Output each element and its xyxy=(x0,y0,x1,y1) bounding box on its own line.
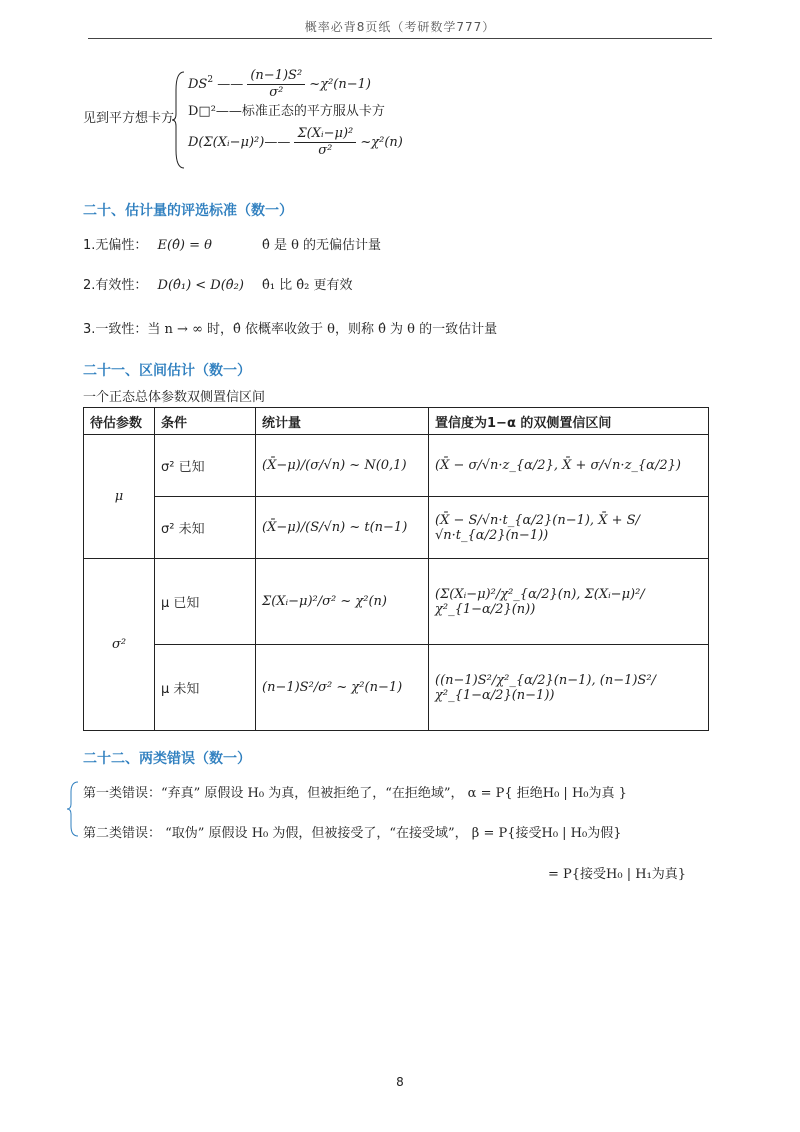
intro-label: 见到平方想卡方 xyxy=(83,111,175,126)
page-number: 8 xyxy=(396,1075,404,1089)
unbiased-desc: θ̂ 是 θ 的无偏估计量 xyxy=(262,238,382,253)
left-brace-icon xyxy=(66,780,80,838)
intro-line1-sep: —— xyxy=(217,77,244,92)
table-cell-interval: (Σ(Xᵢ−μ)²/χ²_{α/2}(n), Σ(Xᵢ−μ)²/χ²_{1−α/2}(n)) xyxy=(429,559,709,645)
table-row xyxy=(84,559,709,645)
table-row xyxy=(84,435,709,497)
type2-error-equivalent: = P{接受H₀ | H₁为真} xyxy=(548,867,687,882)
consistency-line xyxy=(83,318,497,337)
type1-error-line: 第一类错误：“弃真” 原假设 H₀ 为真，但被拒绝了，“在拒绝域”， α = P{ 拒绝H₀ | H₀为真 } xyxy=(83,786,627,801)
efficiency-line xyxy=(83,274,244,293)
intro-line1-den: σ² xyxy=(269,85,284,100)
table-cell-interval: ((n−1)S²/χ²_{α/2}(n−1), (n−1)S²/χ²_{1−α/2}(n−1)) xyxy=(429,645,709,731)
table-header-condition: 条件 xyxy=(155,408,256,435)
intro-line1-lhs: DS xyxy=(188,77,208,92)
table-header-param: 待估参数 xyxy=(84,408,155,435)
table-cell-condition: σ² 未知 xyxy=(155,497,256,559)
table-cell-condition: σ² 已知 xyxy=(155,435,256,497)
table-row xyxy=(84,497,709,559)
section21-title: 二十一、区间估计（数一） xyxy=(83,363,251,379)
efficiency-desc: θ̂₁ 比 θ̂₂ 更有效 xyxy=(262,278,353,293)
table-header-row xyxy=(84,408,709,435)
intro-line1-num: (n−1)S² xyxy=(247,68,305,85)
table-cell-param: σ² xyxy=(84,559,155,731)
confidence-interval-table xyxy=(83,407,709,731)
table-header-interval: 置信度为1−α 的双侧置信区间 xyxy=(429,408,709,435)
page-header: 概率必背8页纸（考研数学777） xyxy=(304,20,496,34)
intro-line-2: D□²——标准正态的平方服从卡方 xyxy=(188,104,385,119)
section21-subtitle: 一个正态总体参数双侧置信区间 xyxy=(83,390,266,405)
unbiased-label: 1.无偏性： xyxy=(83,238,148,253)
consistency-label: 3.一致性： xyxy=(83,322,148,337)
table-cell-statistic: (n−1)S²/σ² ~ χ²(n−1) xyxy=(256,645,429,731)
left-brace-icon xyxy=(172,70,186,170)
efficiency-label: 2.有效性： xyxy=(83,278,148,293)
consistency-text: 当 n → ∞ 时，θ̂ 依概率收敛于 θ，则称 θ̂ 为 θ 的一致估计量 xyxy=(147,322,498,337)
table-row xyxy=(84,645,709,731)
type2-error-line: 第二类错误： “取伪” 原假设 H₀ 为假，但被接受了，“在接受域”， β = P{接受H₀ | H₀为假} xyxy=(83,826,622,841)
unbiased-line xyxy=(83,234,212,253)
table-cell-interval: (X̄ − S/√n·t_{α/2}(n−1), X̄ + S/√n·t_{α/2}(n−1)) xyxy=(429,497,709,559)
intro-line3-lhs: D(Σ(Xᵢ−μ)²)—— xyxy=(188,135,291,150)
header-divider xyxy=(88,38,712,39)
table-cell-statistic: (X̄−μ)/(σ/√n) ~ N(0,1) xyxy=(256,435,429,497)
table-cell-condition: μ 未知 xyxy=(155,645,256,731)
table-cell-statistic: (X̄−μ)/(S/√n) ~ t(n−1) xyxy=(256,497,429,559)
table-cell-statistic: Σ(Xᵢ−μ)²/σ² ~ χ²(n) xyxy=(256,559,429,645)
intro-line3-num: Σ(Xᵢ−μ)² xyxy=(294,126,356,143)
intro-line3-den: σ² xyxy=(318,143,333,158)
table-cell-condition: μ 已知 xyxy=(155,559,256,645)
intro-line3-rhs: ~χ²(n) xyxy=(360,135,403,150)
section20-title: 二十、估计量的评选标准（数一） xyxy=(83,203,293,219)
unbiased-formula: E(θ̂) = θ xyxy=(157,238,212,253)
section22-title: 二十二、两类错误（数一） xyxy=(83,751,251,767)
intro-line1-rhs: ~χ²(n−1) xyxy=(309,77,371,92)
table-cell-interval: (X̄ − σ/√n·z_{α/2}, X̄ + σ/√n·z_{α/2}) xyxy=(429,435,709,497)
efficiency-formula: D(θ̂₁) < D(θ̂₂) xyxy=(157,278,244,293)
intro-line-3 xyxy=(188,126,403,159)
intro-line-1: $DS^2$ —— $\frac{\text{(n−1)S²}}{\text{σ²}}$ ~χ²(n−1) xyxy=(188,68,371,100)
table-cell-param: μ xyxy=(84,435,155,559)
table-header-statistic: 统计量 xyxy=(256,408,429,435)
